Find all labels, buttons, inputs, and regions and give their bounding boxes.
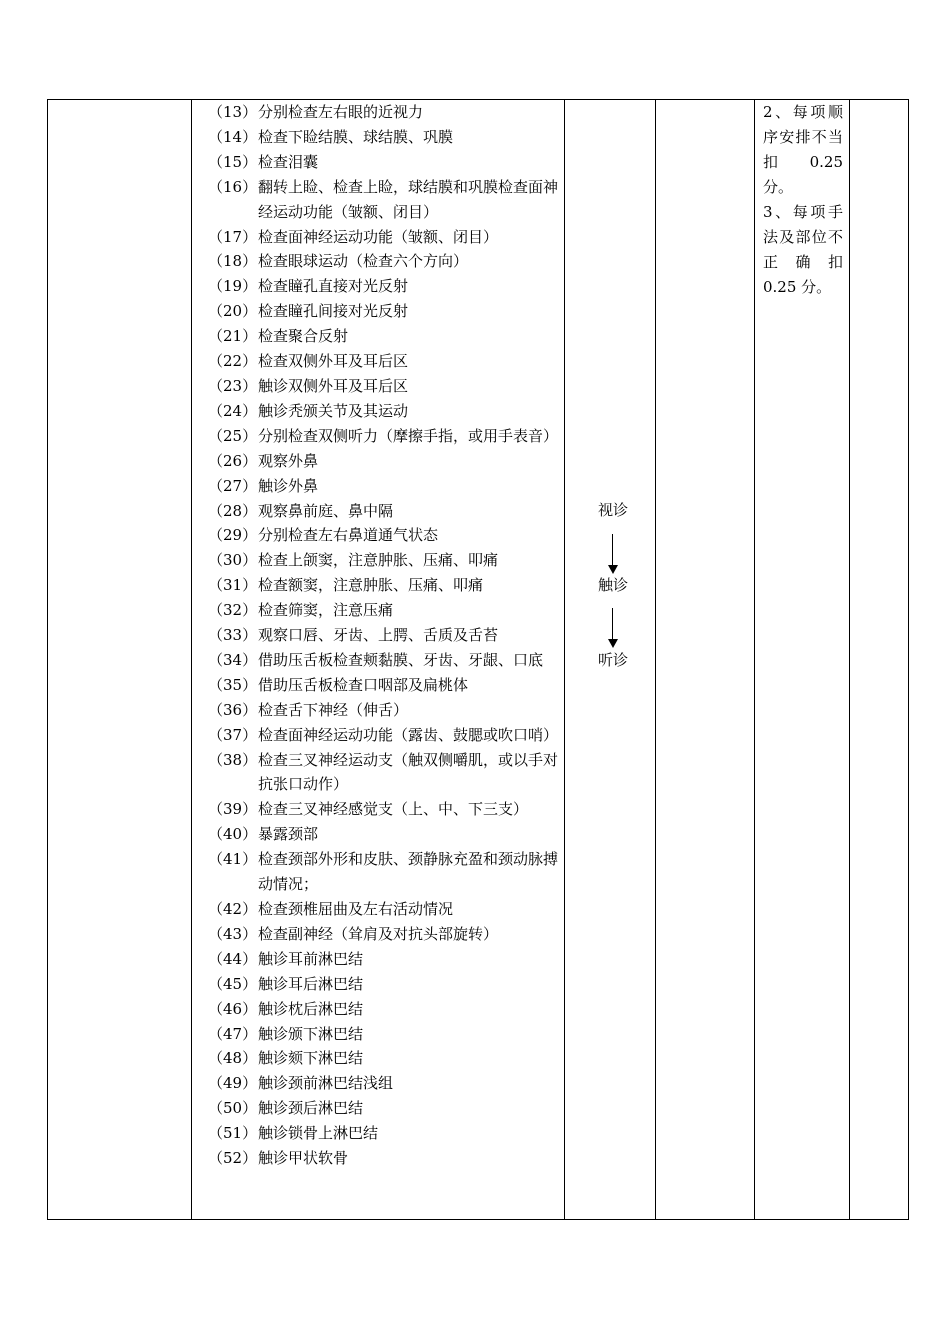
exam-step-text: 触诊颈后淋巴结 bbox=[258, 1099, 364, 1118]
exam-step-number: （51） bbox=[208, 1124, 258, 1143]
exam-step-number: （49） bbox=[208, 1074, 258, 1093]
exam-step-item bbox=[208, 573, 568, 598]
exam-step-text: 触诊秃颁关节及其运动 bbox=[258, 401, 409, 420]
exam-step-number: （25） bbox=[208, 426, 258, 445]
exam-step-number: （31） bbox=[208, 576, 258, 595]
exam-step-text: 观察口唇、牙齿、上腭、舌质及舌苔 bbox=[258, 626, 499, 645]
exam-step-text: 借助压舌板检查口咽部及扁桃体 bbox=[258, 675, 469, 694]
exam-step-item bbox=[208, 797, 568, 822]
exam-step-text: 检查泪囊 bbox=[258, 152, 319, 171]
exam-step-number: （37） bbox=[208, 725, 258, 744]
exam-step-number: （35） bbox=[208, 675, 258, 694]
exam-step-text: 检查三叉神经运动支（触双侧嚼肌，或以手对抗张口动作） bbox=[258, 750, 559, 794]
scoring-note-technique: 3、每项手法及部位不正确扣 0.25 分。 bbox=[763, 203, 843, 296]
exam-step-number: （50） bbox=[208, 1099, 258, 1118]
exam-step-number: （36） bbox=[208, 700, 258, 719]
exam-step-text: 分别检查左右鼻道通气状态 bbox=[258, 526, 439, 545]
method-step-palpation: 触诊 bbox=[597, 576, 628, 594]
exam-step-number: （18） bbox=[208, 252, 258, 271]
exam-step-number: （27） bbox=[208, 476, 258, 495]
exam-step-number: （43） bbox=[208, 924, 258, 943]
scoring-notes bbox=[763, 100, 843, 300]
method-step-inspection: 视诊 bbox=[597, 501, 628, 519]
exam-step-text: 检查面神经运动功能（露齿、鼓腮或吹口哨） bbox=[258, 725, 559, 744]
method-step-auscultation: 听诊 bbox=[597, 651, 628, 669]
exam-step-item bbox=[208, 922, 568, 947]
exam-step-item bbox=[208, 100, 568, 125]
exam-step-item bbox=[208, 274, 568, 299]
exam-step-number: （24） bbox=[208, 401, 258, 420]
exam-step-number: （28） bbox=[208, 501, 258, 520]
exam-step-item bbox=[208, 125, 568, 150]
exam-step-number: （21） bbox=[208, 327, 258, 346]
exam-step-item bbox=[208, 698, 568, 723]
exam-step-text: 观察外鼻 bbox=[258, 451, 319, 470]
exam-step-text: 检查副神经（耸肩及对抗头部旋转） bbox=[258, 924, 499, 943]
exam-step-number: （40） bbox=[208, 825, 258, 844]
exam-step-item bbox=[208, 1146, 568, 1171]
exam-step-text: 触诊甲状软骨 bbox=[258, 1149, 349, 1168]
column-divider bbox=[191, 100, 192, 1219]
column-divider bbox=[849, 100, 850, 1219]
exam-step-text: 触诊外鼻 bbox=[258, 476, 319, 495]
exam-step-item bbox=[208, 349, 568, 374]
exam-step-number: （48） bbox=[208, 1049, 258, 1068]
exam-step-item bbox=[208, 249, 568, 274]
exam-step-number: （23） bbox=[208, 376, 258, 395]
exam-step-item bbox=[208, 822, 568, 847]
exam-step-text: 检查上颌窦，注意肿胀、压痛、叩痛 bbox=[258, 551, 499, 570]
exam-step-item bbox=[208, 374, 568, 399]
exam-step-number: （38） bbox=[208, 750, 258, 769]
exam-step-item bbox=[208, 648, 568, 673]
scoring-note-order: 2、每项顺序安排不当扣 0.25 分。 bbox=[763, 103, 843, 196]
exam-step-item bbox=[208, 1046, 568, 1071]
exam-step-text: 检查舌下神经（伸舌） bbox=[258, 700, 409, 719]
exam-step-item bbox=[208, 324, 568, 349]
exam-step-number: （44） bbox=[208, 949, 258, 968]
exam-step-text: 触诊双侧外耳及耳后区 bbox=[258, 376, 409, 395]
exam-step-item bbox=[208, 723, 568, 748]
exam-step-text: 检查面神经运动功能（皱额、闭目） bbox=[258, 227, 499, 246]
exam-step-item bbox=[208, 1071, 568, 1096]
exam-step-item bbox=[208, 1096, 568, 1121]
exam-step-item bbox=[208, 972, 568, 997]
exam-step-number: （34） bbox=[208, 650, 258, 669]
exam-steps-list bbox=[208, 100, 568, 1171]
exam-step-text: 触诊颁下淋巴结 bbox=[258, 1024, 364, 1043]
exam-step-number: （41） bbox=[208, 850, 258, 869]
exam-step-number: （22） bbox=[208, 352, 258, 371]
exam-step-number: （32） bbox=[208, 601, 258, 620]
exam-step-number: （45） bbox=[208, 974, 258, 993]
exam-step-text: 触诊颈前淋巴结浅组 bbox=[258, 1074, 394, 1093]
exam-step-text: 检查三叉神经感觉支（上、中、下三支） bbox=[258, 800, 529, 819]
exam-step-text: 触诊耳后淋巴结 bbox=[258, 974, 364, 993]
exam-step-text: 检查颈部外形和皮肤、颈静脉充盈和颈动脉搏动情况； bbox=[258, 850, 559, 894]
exam-step-number: （16） bbox=[208, 177, 258, 196]
exam-step-number: （20） bbox=[208, 302, 258, 321]
exam-step-text: 检查下睑结膜、球结膜、巩膜 bbox=[258, 127, 454, 146]
exam-step-item bbox=[208, 947, 568, 972]
exam-step-item bbox=[208, 225, 568, 250]
exam-step-text: 检查瞳孔间接对光反射 bbox=[258, 302, 409, 321]
exam-step-number: （33） bbox=[208, 626, 258, 645]
exam-step-text: 检查瞳孔直接对光反射 bbox=[258, 277, 409, 296]
exam-step-item bbox=[208, 997, 568, 1022]
exam-step-item bbox=[208, 499, 568, 524]
exam-step-number: （46） bbox=[208, 999, 258, 1018]
exam-step-number: （42） bbox=[208, 900, 258, 918]
exam-step-number: （15） bbox=[208, 152, 258, 171]
exam-step-number: （26） bbox=[208, 451, 258, 470]
exam-step-text: 翻转上睑、检查上睑，球结膜和巩膜检查面神经运动功能（皱额、闭目） bbox=[258, 177, 559, 221]
exam-step-item bbox=[208, 748, 568, 798]
exam-step-item bbox=[208, 523, 568, 548]
exam-step-item bbox=[208, 847, 568, 897]
exam-step-item bbox=[208, 175, 568, 225]
exam-step-text: 分别检查双侧听力（摩擦手指，或用手表音） bbox=[258, 426, 559, 445]
exam-step-item bbox=[208, 1022, 568, 1047]
exam-step-item bbox=[208, 548, 568, 573]
exam-step-number: （14） bbox=[208, 127, 258, 146]
exam-step-item bbox=[208, 474, 568, 499]
exam-step-number: （47） bbox=[208, 1024, 258, 1043]
exam-step-item bbox=[208, 623, 568, 648]
exam-step-text: 触诊锁骨上淋巴结 bbox=[258, 1124, 379, 1143]
exam-step-item bbox=[208, 424, 568, 449]
exam-step-number: （29） bbox=[208, 526, 258, 545]
exam-step-text: 检查筛窦，注意压痛 bbox=[258, 601, 394, 620]
exam-step-item bbox=[208, 299, 568, 324]
exam-step-text: 检查双侧外耳及耳后区 bbox=[258, 352, 409, 371]
exam-step-item bbox=[208, 897, 568, 922]
exam-step-number: （13） bbox=[208, 103, 258, 121]
exam-table bbox=[47, 99, 909, 1220]
exam-step-item bbox=[208, 673, 568, 698]
exam-step-text: 触诊枕后淋巴结 bbox=[258, 999, 364, 1018]
exam-step-number: （17） bbox=[208, 227, 258, 246]
exam-step-number: （19） bbox=[208, 277, 258, 296]
exam-step-text: 借助压舌板检查颊黏膜、牙齿、牙龈、口底 bbox=[258, 650, 544, 669]
exam-step-text: 触诊耳前淋巴结 bbox=[258, 949, 364, 968]
exam-step-text: 触诊颏下淋巴结 bbox=[258, 1049, 364, 1068]
exam-step-item bbox=[208, 399, 568, 424]
exam-step-number: （52） bbox=[208, 1149, 258, 1168]
column-divider bbox=[754, 100, 755, 1219]
exam-step-item bbox=[208, 1121, 568, 1146]
exam-step-text: 观察鼻前庭、鼻中隔 bbox=[258, 501, 394, 520]
exam-step-text: 检查颈椎屈曲及左右活动情况 bbox=[258, 900, 454, 918]
exam-step-number: （39） bbox=[208, 800, 258, 819]
exam-step-item bbox=[208, 150, 568, 175]
exam-step-number: （30） bbox=[208, 551, 258, 570]
exam-step-item bbox=[208, 449, 568, 474]
exam-step-text: 检查眼球运动（检查六个方向） bbox=[258, 252, 469, 271]
exam-step-text: 检查额窦，注意肿胀、压痛、叩痛 bbox=[258, 576, 484, 595]
exam-step-text: 检查聚合反射 bbox=[258, 327, 349, 346]
exam-step-text: 暴露颈部 bbox=[258, 825, 319, 844]
exam-step-item bbox=[208, 598, 568, 623]
exam-step-text: 分别检查左右眼的近视力 bbox=[258, 103, 424, 121]
